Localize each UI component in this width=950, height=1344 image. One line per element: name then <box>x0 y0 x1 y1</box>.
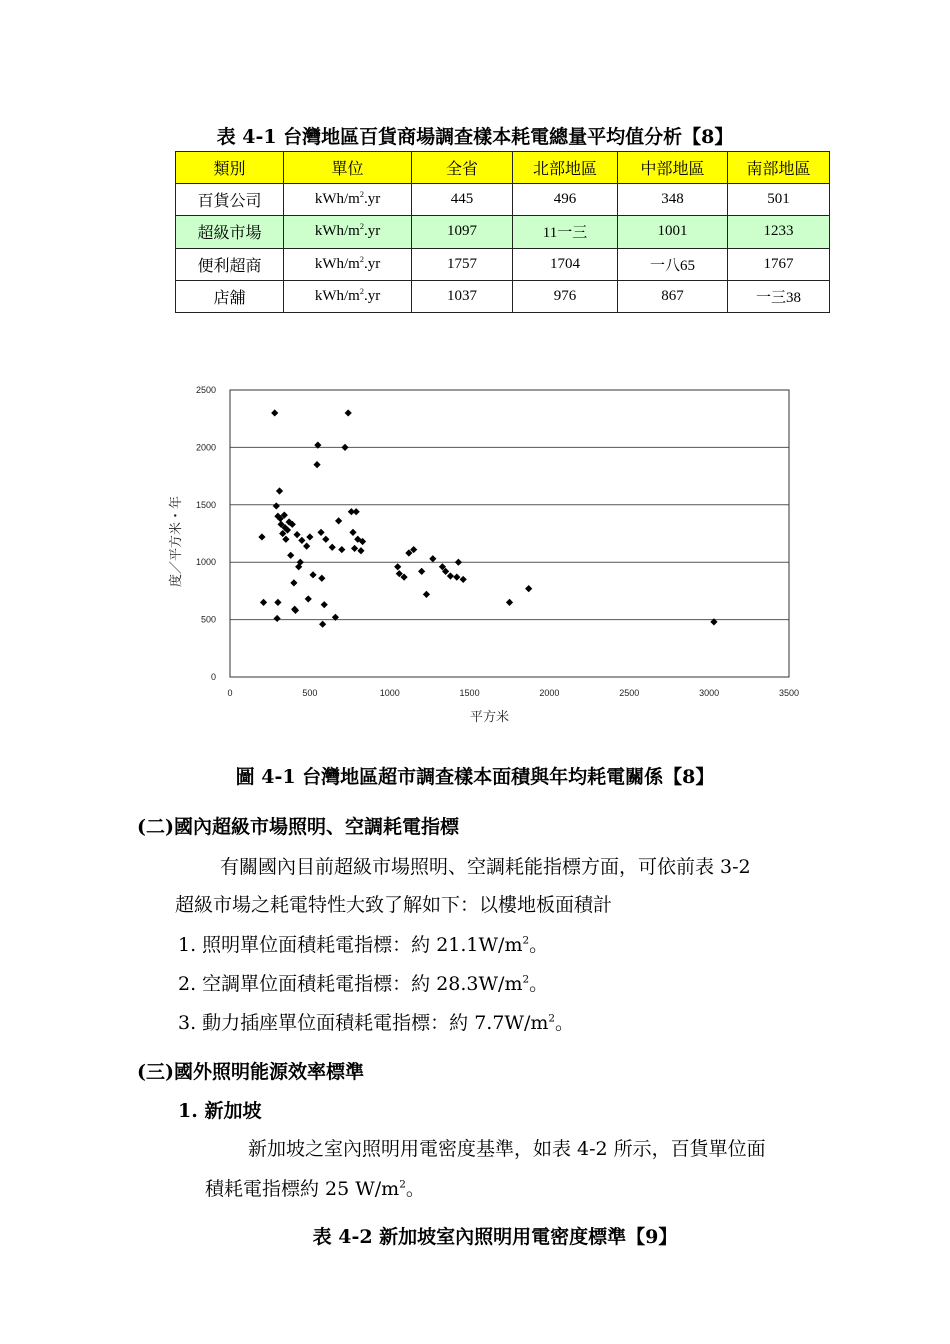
unit-suffix: .yr <box>363 191 381 208</box>
data-point <box>313 461 320 468</box>
paragraph-sup: 2 <box>399 1178 406 1191</box>
table-cell: 867 <box>618 280 728 312</box>
x-tick-label: 2000 <box>539 688 560 698</box>
data-point <box>274 615 281 622</box>
list-item <box>178 930 548 957</box>
unit-cell <box>284 216 412 248</box>
x-tick-label: 3000 <box>699 688 720 698</box>
list-item-text: 1. 照明單位面積耗電指標：約 21.1W/m <box>178 934 523 956</box>
data-point <box>345 409 352 416</box>
table-cell: 1233 <box>728 216 830 248</box>
data-point <box>447 572 454 579</box>
table-cell: 一三38 <box>728 280 830 312</box>
table-cell: 1704 <box>513 248 618 280</box>
data-point <box>341 444 348 451</box>
x-tick-label: 2500 <box>619 688 640 698</box>
table-cell: 1097 <box>412 216 513 248</box>
plot-frame <box>230 390 789 677</box>
unit-sup: 2 <box>359 190 364 200</box>
data-point <box>353 508 360 515</box>
section-heading: (三)國外照明能源效率標準 <box>137 1061 364 1083</box>
data-point <box>318 575 325 582</box>
table-cell: 1001 <box>618 216 728 248</box>
list-item-sup: 2 <box>548 1012 556 1025</box>
list-item-sup: 2 <box>522 973 530 986</box>
header-cell: 中部地區 <box>618 152 728 184</box>
unit-text: kWh/m <box>314 191 360 208</box>
table-cell: 店舖 <box>176 280 284 312</box>
header-cell: 北部地區 <box>513 152 618 184</box>
data-point <box>357 547 364 554</box>
table-cell: 976 <box>513 280 618 312</box>
table-cell: 445 <box>412 184 513 216</box>
unit-suffix: .yr <box>363 287 381 304</box>
data-point <box>309 571 316 578</box>
table-cell: 便利超商 <box>176 248 284 280</box>
unit-text: kWh/m <box>314 287 360 304</box>
x-tick-label: 500 <box>302 688 318 698</box>
paragraph-line: 有關國內目前超級市場照明、空調耗能指標方面，可依前表 3-2 <box>220 856 751 878</box>
data-point <box>287 552 294 559</box>
unit-cell <box>284 248 412 280</box>
data-point <box>258 533 265 540</box>
data-point <box>455 559 462 566</box>
table-cell: 1757 <box>412 248 513 280</box>
table-cell: 超級市場 <box>176 216 284 248</box>
table-row <box>176 248 830 280</box>
list-item-end: 。 <box>529 934 549 956</box>
x-axis-label: 平方米 <box>469 710 510 725</box>
data-point <box>349 529 356 536</box>
data-point <box>321 601 328 608</box>
figure-caption: 圖 4-1 台灣地區超市調查樣本面積與年均耗電關係【8】 <box>235 766 715 788</box>
table-cell: 11一三 <box>513 216 618 248</box>
data-point <box>293 531 300 538</box>
header-cell: 類別 <box>176 152 284 184</box>
unit-sup: 2 <box>359 286 364 296</box>
unit-text: kWh/m <box>314 255 360 272</box>
data-point <box>305 595 312 602</box>
data-point <box>276 487 283 494</box>
paragraph-text: 積耗電指標約 25 W/m <box>205 1178 400 1200</box>
energy-table <box>175 151 830 313</box>
scatter-chart <box>160 376 810 736</box>
data-point <box>423 591 430 598</box>
table-caption: 表 4-1 台灣地區百貨商場調查樣本耗電總量平均值分析【8】 <box>216 126 734 148</box>
list-item-end: 。 <box>529 973 549 995</box>
data-point <box>273 502 280 509</box>
section-heading: (二)國內超級市場照明、空調耗電指標 <box>137 816 459 838</box>
y-tick-label: 1500 <box>195 499 216 510</box>
y-tick-label: 2500 <box>195 385 216 395</box>
data-point <box>525 585 532 592</box>
data-point <box>298 537 305 544</box>
table-header-row <box>176 152 830 184</box>
table-cell: 1767 <box>728 248 830 280</box>
list-item-text: 3. 動力插座單位面積耗電指標：約 7.7W/m <box>178 1012 549 1034</box>
data-point <box>460 576 467 583</box>
paragraph-line: 超級市場之耗電特性大致了解如下：以樓地板面積計 <box>175 894 613 916</box>
data-point <box>271 409 278 416</box>
y-axis-label: 度／平方米・年 <box>169 495 184 588</box>
x-tick-label: 0 <box>227 688 233 698</box>
chart-grid <box>230 447 789 619</box>
table-cell: 501 <box>728 184 830 216</box>
data-point <box>338 546 345 553</box>
y-tick-label: 1000 <box>195 557 216 568</box>
unit-sup: 2 <box>359 222 364 232</box>
table-cell: 一八65 <box>618 248 728 280</box>
data-point <box>453 574 460 581</box>
x-tick-label: 3500 <box>778 688 800 698</box>
table-cell: 1037 <box>412 280 513 312</box>
list-item-text: 2. 空調單位面積耗電指標：約 28.3W/m <box>178 973 523 995</box>
data-point <box>394 563 401 570</box>
data-point <box>329 544 336 551</box>
header-cell: 單位 <box>284 152 412 184</box>
data-point <box>429 555 436 562</box>
paragraph-end: 。 <box>405 1178 425 1200</box>
list-item <box>178 1008 574 1035</box>
table-row <box>176 184 830 216</box>
y-tick-label: 0 <box>210 672 216 682</box>
data-point <box>303 543 310 550</box>
table-cell: 348 <box>618 184 728 216</box>
data-point <box>282 536 289 543</box>
data-point <box>290 579 297 586</box>
table-row <box>176 280 830 312</box>
data-point <box>351 545 358 552</box>
data-point <box>319 621 326 628</box>
header-cell: 全省 <box>412 152 513 184</box>
paragraph-line: 新加坡之室內照明用電密度基準，如表 4-2 所示，百貨單位面 <box>248 1138 766 1160</box>
list-item <box>178 969 548 996</box>
unit-text: kWh/m <box>314 223 360 240</box>
paragraph-line <box>205 1174 425 1201</box>
data-point <box>418 568 425 575</box>
x-tick-label: 1500 <box>459 688 480 698</box>
data-point <box>260 599 267 606</box>
list-item-end: 。 <box>555 1012 575 1034</box>
table-cell: 百貨公司 <box>176 184 284 216</box>
data-point <box>322 536 329 543</box>
data-point <box>335 517 342 524</box>
data-point <box>274 599 281 606</box>
data-point <box>306 533 313 540</box>
table2-caption: 表 4-2 新加坡室內照明用電密度標準【9】 <box>312 1226 678 1248</box>
y-tick-label: 500 <box>200 614 216 625</box>
table-cell: 496 <box>513 184 618 216</box>
unit-suffix: .yr <box>363 223 381 240</box>
sub-heading: 1. 新加坡 <box>178 1100 262 1122</box>
header-cell: 南部地區 <box>728 152 830 184</box>
list-item-sup: 2 <box>522 934 530 947</box>
chart-points <box>258 409 717 627</box>
data-point <box>317 529 324 536</box>
x-tick-label: 1000 <box>379 688 400 698</box>
unit-suffix: .yr <box>363 255 381 272</box>
data-point <box>506 599 513 606</box>
unit-cell <box>284 280 412 312</box>
unit-sup: 2 <box>359 254 364 264</box>
table-row <box>176 216 830 248</box>
unit-cell <box>284 184 412 216</box>
y-tick-label: 2000 <box>195 442 216 453</box>
